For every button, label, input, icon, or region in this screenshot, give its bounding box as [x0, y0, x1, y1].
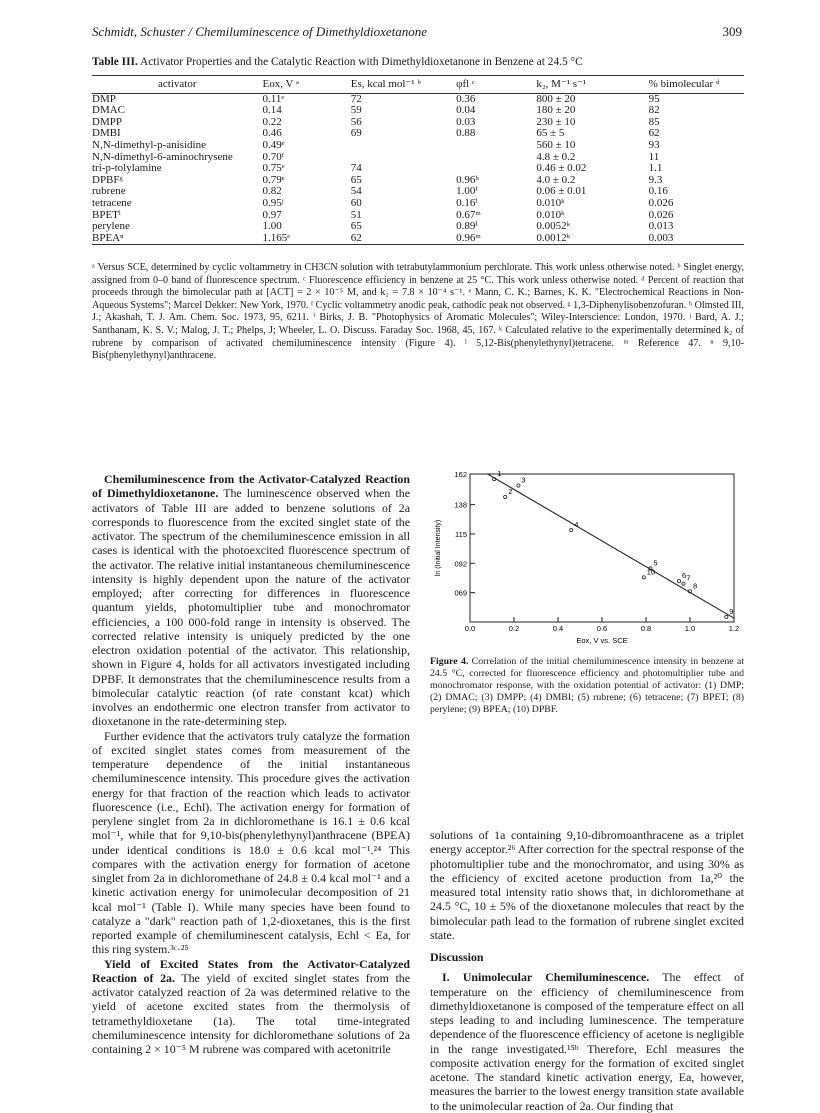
table-row — [92, 198, 744, 210]
table-cell: rubrene — [92, 185, 126, 198]
table-cell: 0.95ʲ — [262, 196, 284, 209]
table-cell: 0.67ᵐ — [456, 208, 481, 221]
point-label: 6 — [682, 571, 687, 581]
x-tick-label: 0.4 — [552, 624, 564, 633]
table-cell: 65 ± 5 — [536, 127, 565, 140]
paragraph-temperature: Further evidence that the activators truly catalyze the formation of excited singlet states comes from measurement of the temperature dependence of the initial instantaneous chemiluminescence intensity. This procedure gives the activation energy for that fraction of the reaction which leads to activator fluorescence (i.e., Echl). The activation energy for formation of perylene singlet from 2a in dichloromethane is 16.1 ± 0.6 kcal mol⁻¹, while that for 9,10-bis(phenylethynyl)anthracene (BPEA) under identical conditions is 18.0 ± 0.6 kcal mol⁻¹.²⁴ This compares with the activation energy for formation of acetone singlet from 2a in dichloromethane of 24.8 ± 0.4 kcal mol⁻¹ and a kinetic activation energy for unimolecular decomposition of 21 kcal mol⁻¹ (Table I). While many species have been found to catalyze a "dark" reaction path of 1,2-dioxetanes, this is the first reported example of chemiluminescent catalysis, Echl < Ea, for this ring system.³ᶜ·²⁵ — [92, 728, 410, 957]
table-cell: 0.03 — [456, 115, 476, 128]
table-cell: DMBI — [92, 127, 121, 140]
table-cell: 72 — [350, 92, 362, 105]
figure-4-chart — [430, 470, 744, 650]
table-cell: 62 — [351, 233, 456, 245]
data-point — [642, 576, 645, 579]
fit-line — [488, 474, 734, 618]
table-cell: 0.79ᵉ — [262, 173, 285, 186]
table-cell: DMAC — [92, 104, 126, 117]
table-cell: 0.04 — [456, 104, 476, 117]
col-header-eox: Eox, V ᵃ — [263, 76, 351, 94]
table-cell: 65 — [350, 173, 362, 186]
point-label: 7 — [686, 573, 691, 583]
table-cell: 0.16 — [648, 185, 668, 198]
section-heading-yield: Yield of Excited States from the Activator-Catalyzed Reaction of 2a. — [92, 956, 410, 985]
point-label: 8 — [693, 581, 698, 591]
page-number: 309 — [722, 24, 742, 39]
data-point — [725, 615, 728, 618]
table-row — [92, 105, 744, 117]
point-label: 2 — [508, 486, 513, 496]
table-cell — [351, 152, 456, 164]
table-cell: N,N-dimethyl-p-anisidine — [92, 138, 206, 151]
table-row — [92, 152, 744, 164]
y-tick-label: 138 — [454, 500, 467, 510]
point-label: 5 — [653, 558, 658, 568]
table-cell — [456, 152, 536, 164]
running-header — [92, 24, 742, 40]
table-cell: 74 — [350, 162, 362, 175]
table-row — [92, 186, 744, 198]
x-tick-label: 0.2 — [508, 624, 520, 633]
table-cell: BPEAⁿ — [92, 233, 263, 245]
table-body — [92, 93, 744, 245]
table-cell: 51 — [350, 208, 362, 221]
data-point — [677, 580, 680, 583]
table-cell: 0.0052ᵏ — [536, 220, 571, 233]
table-cell: DMPP — [92, 115, 122, 128]
table-cell: 560 ± 10 — [536, 138, 576, 151]
table-cell: 56 — [350, 115, 362, 128]
table-caption-text: Activator Properties and the Catalytic Reaction with Dimethyldioxetanone in Benzene at 24.5 °C — [137, 56, 583, 68]
col-header-activator: activator — [92, 76, 263, 94]
table-cell: 180 ± 20 — [536, 104, 576, 117]
point-label: 10 — [646, 567, 656, 577]
data-point — [517, 484, 520, 487]
table-cell: 0.013 — [648, 220, 674, 233]
y-tick-label: 069 — [454, 588, 467, 598]
x-tick-label: 0.0 — [464, 624, 476, 633]
data-point — [682, 582, 685, 585]
figure-caption-text: Correlation of the initial chemiluminescence intensity in benzene at 24.5 °C, corrected for fluorescence efficiency and photomultiplier tube and monochromator response, with the oxidation potential of activator: (1) DMP; (2) DMAC; (3) DMPP; (4) DMBI; (5) rubrene; (6) tetracene; (7) BPET; (8) perylene; (9) BPEA; (10) DPBF. — [430, 656, 744, 715]
right-column — [430, 828, 744, 1113]
table-cell: 0.49ᵉ — [262, 138, 285, 151]
x-tick-label: 0.8 — [640, 624, 652, 633]
table-cell: 0.36 — [456, 92, 476, 105]
paragraph-yield: The yield of excited singlet states from the activator catalyzed reaction of 2a was determined relative to the yield of acetone excited states from the thermolysis of tetramethyldioxetane (1a). The total time-integrated chemiluminescence intensity for dichloromethane solutions of 2a containing 2 × 10⁻⁵ M rubrene was compared with acetonitrile — [92, 970, 411, 1056]
data-point — [570, 529, 573, 532]
figure-caption — [430, 656, 744, 716]
table-cell: 0.96ʰ — [456, 173, 479, 186]
table-cell: 0.003 — [649, 233, 744, 245]
table-cell: 0.11ᵉ — [262, 92, 285, 105]
table-cell: 0.026 — [648, 196, 674, 209]
table-caption-label: Table III. — [92, 56, 138, 68]
table-footnotes: ᵃ Versus SCE, determined by cyclic voltammetry in CH3CN solution with tetrabutylammonium perchlorate. This work unless otherwise noted. ᵇ Singlet energy, assigned from 0–0 band of fluorescence spectrum. ᶜ Fluorescence efficiency in benzene at 25 °C. This work unless otherwise noted. ᵈ Percent of reaction that proceeds through the bimolecular path at [ACT] = 2 × 10⁻⁵ M, and k₁ = 7.8 × 10⁻⁴ s⁻¹. ᵉ Mann, C. K.; Barnes, K. K. "Electrochemical Reactions in Non-Aqueous Systems"; Marcel Dekker: New York, 1970. ᶠ Cyclic voltammetry anodic peak, cathodic peak not observed. ᵍ 1,3-Diphenylisobenzofuran. ʰ Olmsted III, J.; Akashah, T. J. Am. Chem. Soc. 1973, 95, 6211. ⁱ Birks, J. B. "Photophysics of Aromatic Molecules"; Wiley-Interscience: London, 1970. ʲ Bard, A. J.; Santhanam, K. S. V.; Malog, J. T.; Phelps, J; Wheeler, L. O. Discuss. Faraday Soc. 1968, 45, 167. ᵏ Calculated relative to the experimentally determined k₂ of rubrene by comparison of activated chemiluminescence intensity (Figure 4). ˡ 5,12-Bis(phenylethynyl)tetracene. ᵐ Reference 47. ⁿ 9,10-Bis(phenylethynyl)anthracene. — [92, 262, 744, 362]
table-cell: perylene — [92, 220, 130, 233]
table-row — [92, 175, 744, 187]
table-cell: 1.00 — [262, 220, 282, 233]
table-cell: 0.0012ᵏ — [536, 233, 648, 245]
table-cell — [351, 140, 456, 152]
table-cell: 0.010ᵏ — [536, 196, 565, 209]
table-cell: tetracene — [92, 196, 132, 209]
table-cell: 1.1 — [648, 162, 663, 175]
point-label: 9 — [729, 606, 734, 616]
table-row — [92, 221, 744, 233]
table-cell: 0.70ᶠ — [262, 150, 285, 163]
y-tick-label: 092 — [454, 559, 467, 569]
table-cell: 60 — [350, 196, 362, 209]
table-row — [92, 117, 744, 129]
table-cell: 69 — [350, 127, 362, 140]
table-cell: 0.82 — [262, 185, 282, 198]
table-cell: 85 — [648, 115, 660, 128]
x-tick-label: 1.2 — [728, 624, 740, 633]
table-cell: 0.89ⁱ — [456, 220, 478, 233]
table-cell: BPETˡ — [92, 208, 121, 221]
table-cell: 65 — [350, 220, 362, 233]
table-row — [92, 93, 744, 105]
table-cell: 0.96ᵐ — [456, 233, 536, 245]
table-cell: 54 — [350, 185, 362, 198]
table-cell: 4.8 ± 0.2 — [536, 150, 576, 163]
section-heading-chemiluminescence: Chemiluminescence from the Activator-Catalyzed Reaction of Dimethyldioxetanone. — [92, 472, 410, 501]
table-cell — [456, 140, 536, 152]
plot-frame — [470, 474, 734, 622]
col-header-bimolecular: % bimolecular ᵈ — [649, 76, 744, 94]
table-cell: 0.88 — [456, 127, 476, 140]
section-heading-discussion: Discussion — [430, 950, 484, 964]
table-cell: N,N-dimethyl-6-aminochrysene — [92, 150, 233, 163]
data-point — [504, 495, 507, 498]
paragraph-chemiluminescence: The luminescence observed when the activators of Table III are added to benzene solutions of 2a corresponds to fluorescence from the excited singlet state of the activator. The spectrum of the chemiluminescence emission in all cases is identical with the photoexcited fluorescence spectrum of the activator. The relative initial instantaneous chemiluminescence intensity is highly dependent upon the nature of the activator employed; after correcting for differences in fluorescence quantum yields, photomultiplier tube and monochromator efficiencies, a 100 000-fold range in intensity is observed. The corrected relative intensity is uniquely predicted by the one electron oxidation potential of the activator. This relationship, shown in Figure 4, holds for all activators investigated including DPBF. It demonstrates that the chemiluminescence results from a bimolecular catalytic reaction (of rate constant kcat) which involves an endothermic one electron transfer from activator to dioxetanone in the rate-determining step. — [92, 486, 410, 729]
table-cell: 1.165ᵉ — [263, 233, 351, 245]
table-cell: tri-p-tolylamine — [92, 162, 162, 175]
paragraph-yield-continued: solutions of 1a containing 9,10-dibromoanthracene as a triplet energy acceptor.²⁶ After correction for the spectral response of the photomultiplier tube and the monochromator, and using 30% as the efficiency of excited acetone production from 1a,²⁰ the measured total intensity ratio shows that, in dichloromethane at 24.5 °C, 10 ± 5% of the dioxetanone molecules that react by the bimolecular path lead to the formation of rubrene singlet excited state. — [430, 828, 744, 942]
table-cell: 0.97 — [262, 208, 282, 221]
table-cell: 800 ± 20 — [536, 92, 576, 105]
left-column — [92, 472, 410, 1056]
figure-caption-label: Figure 4. — [430, 656, 469, 667]
table-cell: 95 — [648, 92, 660, 105]
paragraph-unimolecular: The effect of temperature on the efficiency of chemiluminescence from dimethyldioxetanone is composed of the temperature effect on all steps leading to and including luminescence. The temperature dependence of the fluorescence efficiency of acetone is negligible in the range investigated.¹⁵ᵇ Therefore, Echl measures the composite activation energy for the formation of excited singlet acetone. The standard kinetic activation energy, Ea, however, measures the barrier to the lowest energy transition state available to the unimolecular reaction of 2a. Our finding that — [430, 970, 744, 1113]
section-heading-unimolecular: I. Unimolecular Chemiluminescence. — [442, 970, 650, 985]
table-cell: 0.75ᵉ — [262, 162, 285, 175]
table-cell: 93 — [648, 138, 660, 151]
table-cell: DPBFᵍ — [92, 173, 123, 186]
point-label: 4 — [574, 520, 579, 530]
table-cell: 0.010ᵏ — [536, 208, 565, 221]
table-cell: 0.46 ± 0.02 — [536, 162, 587, 175]
table-cell: 0.06 ± 0.01 — [536, 185, 587, 198]
y-axis-label: ln (Initial Intensity) — [435, 519, 442, 577]
x-axis-label: Eox, V vs. SCE — [576, 636, 628, 645]
running-title: Schmidt, Schuster / Chemiluminescence of Dimethyldioxetanone — [92, 24, 428, 39]
x-tick-label: 1.0 — [684, 624, 696, 633]
col-header-phi: φfl ᶜ — [456, 76, 536, 94]
table-cell: 9.3 — [648, 173, 663, 186]
table-cell: 1.00ⁱ — [456, 185, 478, 198]
table-row — [92, 140, 744, 152]
table-row — [92, 163, 744, 175]
table-row — [92, 210, 744, 222]
table-header-row — [92, 76, 744, 94]
y-tick-label: 115 — [455, 529, 467, 539]
point-label: 1 — [497, 470, 502, 479]
table-row — [92, 233, 744, 245]
table-cell: DMP — [92, 92, 116, 105]
table-cell: 62 — [648, 127, 660, 140]
activator-table — [92, 75, 744, 245]
table-cell: 0.026 — [648, 208, 674, 221]
col-header-k2: k₂, M⁻¹ s⁻¹ — [536, 76, 648, 94]
table-cell: 59 — [350, 104, 362, 117]
table-cell: 4.0 ± 0.2 — [536, 173, 576, 186]
table-cell: 0.16ⁱ — [456, 196, 478, 209]
table-cell: 82 — [648, 104, 660, 117]
table-cell: 0.22 — [262, 115, 282, 128]
x-tick-label: 0.6 — [596, 624, 608, 633]
col-header-es: Es, kcal mol⁻¹ ᵇ — [351, 76, 456, 94]
table-cell: 230 ± 10 — [536, 115, 576, 128]
table-cell: 11 — [648, 150, 660, 163]
table-cell — [456, 163, 536, 175]
y-tick-label: 162 — [454, 470, 467, 479]
point-label: 3 — [521, 475, 526, 485]
table-cell: 0.14 — [262, 104, 282, 117]
table-caption — [92, 56, 742, 68]
table-cell: 0.46 — [262, 127, 282, 140]
